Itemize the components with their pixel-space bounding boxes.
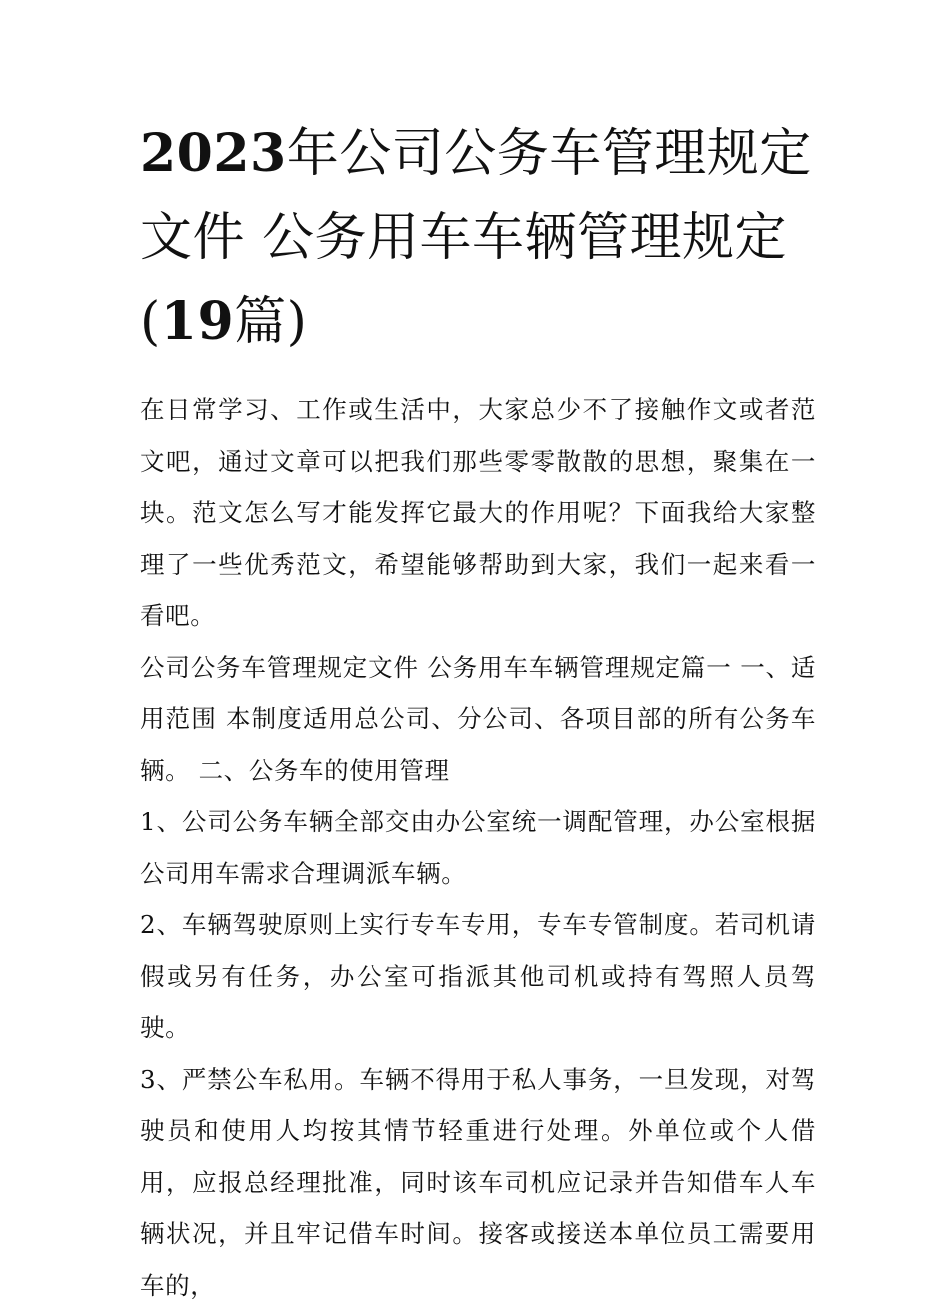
title-count: 19	[161, 291, 234, 352]
title-year: 2023	[140, 123, 287, 184]
rule-2-paragraph: 2、车辆驾驶原则上实行专车专用，专车专管制度。若司机请假或另有任务，办公室可指派其他司机或持有驾照人员驾驶。	[140, 899, 816, 1054]
rule-3-paragraph: 3、严禁公车私用。车辆不得用于私人事务，一旦发现，对驾驶员和使用人均按其情节轻重进行处理。外单位或个人借用，应报总经理批准，同时该车司机应记录并告知借车人车辆状况，并且牢记借车时间。接客或接送本单位员工需要用车的，	[140, 1054, 816, 1311]
rule-1-paragraph: 1、公司公务车辆全部交由办公室统一调配管理，办公室根据公司用车需求合理调派车辆。	[140, 796, 816, 899]
section-scope-paragraph: 公司公务车管理规定文件 公务用车车辆管理规定篇一 一、适用范围 本制度适用总公司、分公司、各项目部的所有公务车辆。 二、公务车的使用管理	[140, 642, 816, 797]
title-main: 年公司公务车管理规定文件 公务用车车辆管理规定(	[140, 124, 812, 352]
intro-paragraph: 在日常学习、工作或生活中，大家总少不了接触作文或者范文吧，通过文章可以把我们那些零零散散的思想，聚集在一块。范文怎么写才能发挥它最大的作用呢？下面我给大家整理了一些优秀范文，希望能够帮助到大家，我们一起来看一看吧。	[140, 384, 816, 642]
document-title	[140, 112, 816, 364]
title-tail: 篇)	[234, 292, 307, 352]
